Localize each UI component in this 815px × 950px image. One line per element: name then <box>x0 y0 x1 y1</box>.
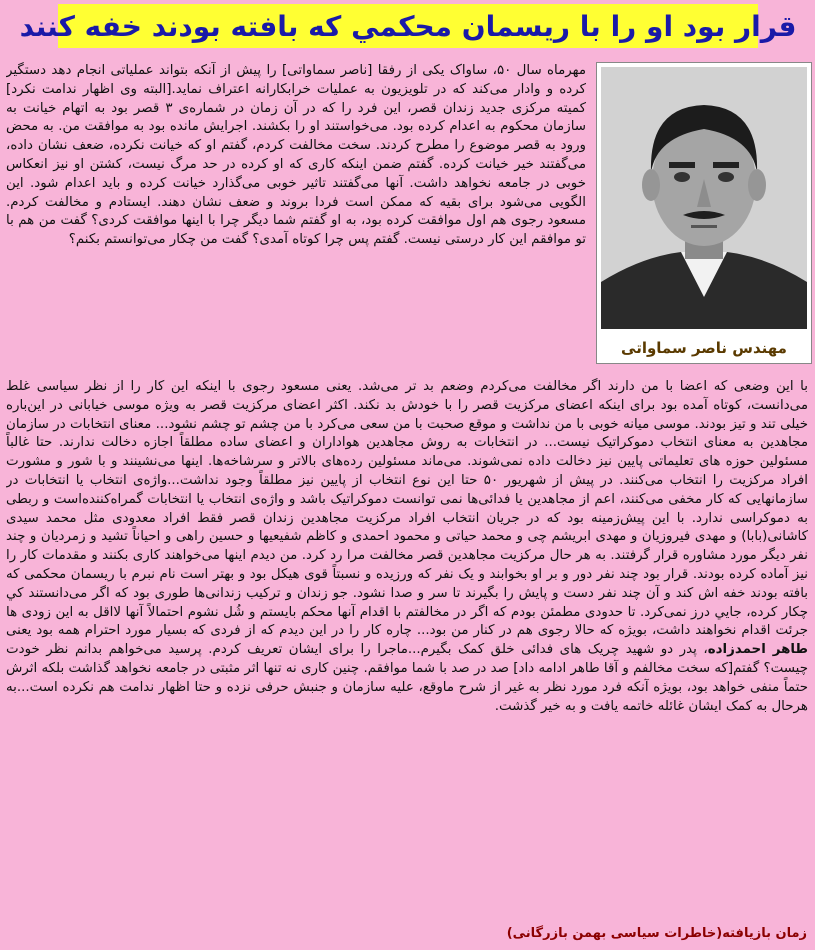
source-footer: زمان بازیافته(خاطرات سیاسی بهمن بازرگانی) <box>506 926 807 941</box>
article-paragraph-1: مهرماه سال ۵۰، ساواک یکی از رفقا [ناصر سماواتی] را پیش از آنکه بتواند عملیاتی انجام دهد دستگیر کرده و وادار می‌کند که در تلویزیون به عملیات خرابکارانه اعتراف نماید.[البته وی اظهار ندامت نکرد] کمیته مرکزی جدید زندان قصر، این فرد را که در آن زمان در شماره‌ی ۳ قصر بود به اتهام خیانت به سازمان محکوم به اعدام کرده بود. می‌خواستند او را بکشند. اجرایش مانده بود به موافقت من. به محض ورود به قصر موضوع را مطرح کردند. سخت مخالفت کردم، گفتم او که خیانت نکرده، ضعف نشان داده، می‌گفتند خیر خیانت کرده. گفتم ضمن اینکه کاری که او کرده در حد مرگ نیست، کشتن او نیز انعکاس خوبی در جامعه نخواهد داشت. آنها می‌گفتند تاثیر خوبی می‌گذارد خیانت کرده و باید اعدام شود. این الگویی می‌شود برای بقیه که ممکن است فردا بروند و ضعف نشان دهند. ایستادم و مخالفت کردم. مسعود رجوی هم اول موافقت کرده بود، به او گفتم شما دیگر چرا با اینها موافقت کردی؟ گفت من هم با تو موافقم این کار درستی نیست. گفتم پس چرا کوتاه آمدی؟ گفت من چکار می‌توانستم بکنم؟ <box>6 63 586 248</box>
article-column-top <box>6 62 586 372</box>
portrait-photo <box>601 67 807 329</box>
article-paragraph-2-text: با این وضعی که اعضا با من دارند اگر مخالفت می‌کردم وضعم بد تر می‌شد. یعنی مسعود رجوی با اینکه این کار را از نظر سیاسی غلط می‌دانست، کوتاه آمده بود برای اینکه اعضای مرکزیت قصر را با خودش بد نکند. اکثر اعضای مرکزیت قصر به ویژه موسی خیابانی در این‌باره خیلی تند و تیز بودند. موسی میانه خوبی با من نداشت و موقع صحبت با من سعی می‌کرد با من چشم تو چشم نشود... معنای انتخابات در سازمان مجاهدین به معنای انتخاب دموکراتیک نیست... در انتخابات به روش مجاهدین هواداران و اعضای ساده مطلقاً اجازه دخالت ندارند. حتا غالباً مسئولین حوزه های تعلیماتی پایین نیز دخالت داده نمی‌شوند. می‌ماند مسئولین رده‌های بالاتر و سرشاخه‌ها. اینها می‌نشینند و با شور و مشورت افراد مرکزیت را انتخاب می‌کنند. در پیش از شهریور ۵۰ حتا این نوع انتخاب از پایین نیز مطلقاً وجود نداشت...واژه‌ی انتخاب یا انتخابات در سازمانهایی که کار مخفی می‌کنند، اعم از مجاهدین یا فدائی‌ها نمی توانست دموکراتیک باشد و واژه‌ی انتخاب یا انتخابات گمراه‌کننده‌است و ربطی به دموکراسی ندارد. با این پیش‌زمینه بود که در جریان انتخاب افراد مرکزیت مجاهدین زندان قصر فقط افراد معدودی مثل محمد سیدی کاشانی(بابا) و مهدی فیروزیان و مهدی ابریشم چی و محمد حیاتی و محمود احمدی و کاظم شفیعیها و حسین راهی و احیاناً تشید و زمردیان و چند نفر دیگر مورد مشاوره قرار گرفتند. به هر حال مرکزیت مجاهدین قصر مخالفت مرا رد کرد. من دیدم اینها می‌خواهند کاری بکنند و مقدمات کار را نیز آماده کرده بودند. قرار بود چند نفر دور و بر او بخوابند و یک نفر که ورزیده و نسبتاً قوی هیکل بود و بهتر است نام نبرم با ریسمان محکمی که بافته بودند خفه اش کند و آن چند نفر دست و پایش را بگیرند تا سر و صدا نشود. جو زندان و ترکیب زندانی‌ها طوری بود که اگر می‌دانستند کي چکار کرده، جايي درز نمی‌کرد. تا حدودی مطمئن بودم که اگر در مخالفتم با اقدام آنها محکم بایستم و شُل نشوم احتمالاً آنها لااقل به این زودی ها جرئت اقدام نخواهند داشت، بویژه که حالا رجوی هم در کنار من بود... چاره کار را در این دیدم که از فردی که بسیار مورد احترام همه بود یعنی <box>6 379 808 639</box>
article-paragraph-2-end: ، پدر دو شهید چریک های فدائی خلق کمک بگیرم...ماجرا را برای ایشان تعریف کردم. پرسید می‌خواهم بدانم نظر خودت چیست؟ گفتم[که سخت مخالفم و آقا طاهر ادامه داد] صد در صد با شما موافقم. چنین کاری نه تنها اثر مثبتی در جامعه نخواهد گذاشت بلکه اثرش حتماً منفی خواهد بود، بویژه آنکه فرد مورد نظر به غیر از شرح ماوقع، علیه سازمان و جنبش حرفی نزده و حتا اظهار ندامت هم نکرده است...به هرحال به کمک ایشان غائله خاتمه یافت و به خیر گذشت. <box>6 642 808 714</box>
highlighted-name: طاهر احمدزاده <box>707 642 808 658</box>
article-column-bottom <box>6 378 808 918</box>
title-banner <box>19 4 797 48</box>
article-paragraph-2 <box>6 378 808 716</box>
portrait-frame <box>596 62 812 364</box>
portrait-caption: مهندس ناصر سماواتی <box>621 339 787 357</box>
page-title: قرار بود او را با ریسمان محکمي که بافته بودند خفه کنند <box>19 9 797 43</box>
